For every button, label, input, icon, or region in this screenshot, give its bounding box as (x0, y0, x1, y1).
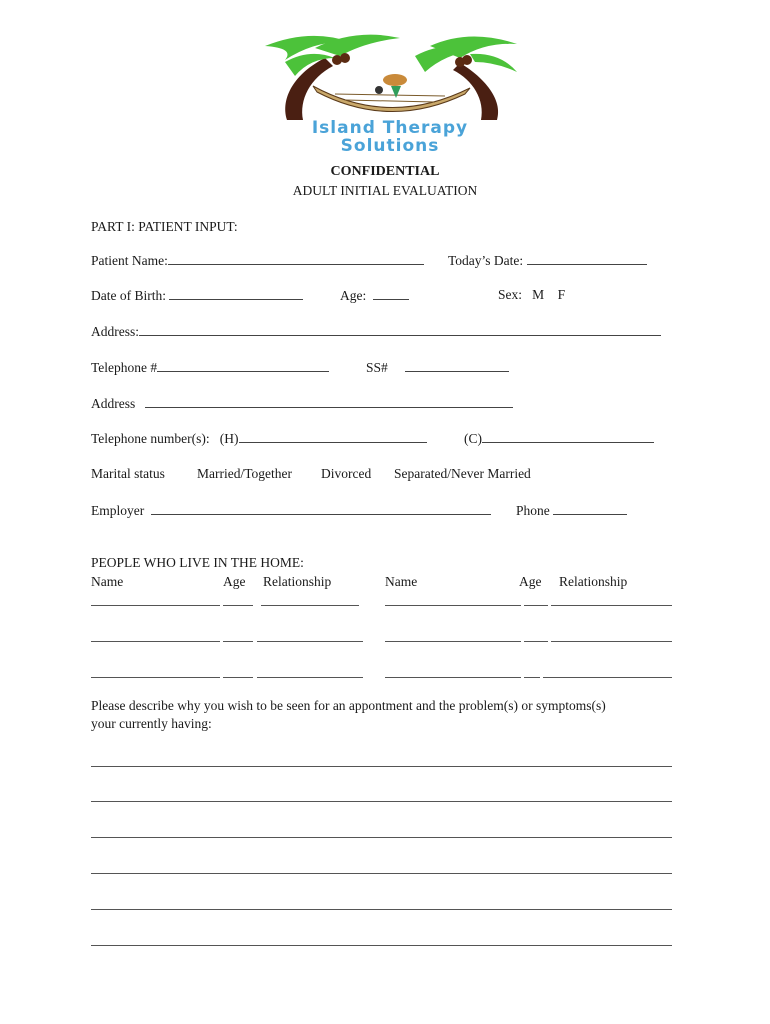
cell-phone-label: (C) (464, 431, 482, 446)
household-col-relationship-right: Relationship (559, 574, 628, 589)
sex-option-m[interactable]: M (532, 287, 545, 302)
sex-label: Sex: (498, 287, 523, 302)
ss-label: SS# (366, 360, 388, 375)
marital-option-separated[interactable]: Separated/Never Married (394, 466, 531, 481)
marital-option-married[interactable]: Married/Together (197, 466, 293, 481)
household-relationship-field[interactable] (257, 677, 363, 678)
employer-label: Employer (91, 503, 145, 518)
form-subtitle: ADULT INITIAL EVALUATION (292, 183, 478, 198)
household-name-field[interactable] (91, 677, 220, 678)
home-phone-field[interactable] (239, 430, 427, 443)
cell-phone-field[interactable] (482, 430, 654, 443)
household-name-field[interactable] (91, 641, 220, 642)
todays-date-row (448, 252, 647, 269)
household-col-name-right: Name (385, 574, 418, 589)
household-relationship-field[interactable] (261, 605, 359, 606)
ss-field[interactable] (405, 359, 509, 372)
palm-tree-hammock-icon (255, 28, 525, 128)
address2-row (91, 395, 513, 412)
household-col-name-left: Name (91, 574, 124, 589)
household-age-field[interactable] (223, 677, 253, 678)
household-name-field[interactable] (385, 677, 521, 678)
problem-answer-line[interactable] (91, 837, 672, 838)
address-field[interactable] (139, 323, 661, 336)
dob-row (91, 287, 303, 304)
household-relationship-field[interactable] (551, 605, 672, 606)
problem-answer-line[interactable] (91, 873, 672, 874)
patient-name-field[interactable] (168, 252, 424, 265)
problem-prompt-line1: Please describe why you wish to be seen for an appontment and the problem(s) or symptoms(s) (91, 698, 606, 713)
sex-row (498, 287, 565, 303)
dob-field[interactable] (169, 287, 303, 300)
household-age-field[interactable] (524, 605, 548, 606)
household-age-field[interactable] (524, 677, 540, 678)
marital-option-divorced[interactable]: Divorced (321, 466, 372, 481)
household-name-field[interactable] (91, 605, 220, 606)
age-label: Age: (340, 288, 367, 303)
household-age-field[interactable] (524, 641, 548, 642)
part1-heading: PART I: PATIENT INPUT: (91, 219, 238, 234)
todays-date-label: Today’s Date: (448, 253, 524, 268)
cell-phone-row (464, 430, 654, 447)
telephone-field[interactable] (157, 359, 329, 372)
employer-field[interactable] (151, 502, 491, 515)
problem-answer-line[interactable] (91, 945, 672, 946)
problem-answer-line[interactable] (91, 801, 672, 802)
patient-name-label: Patient Name: (91, 253, 168, 268)
telephone-label: Telephone # (91, 360, 158, 375)
household-relationship-field[interactable] (257, 641, 363, 642)
telephone-row (91, 359, 329, 376)
address-label: Address: (91, 324, 139, 339)
address2-field[interactable] (145, 395, 513, 408)
household-age-field[interactable] (223, 605, 253, 606)
address-row (91, 323, 661, 340)
company-logo (255, 28, 525, 158)
todays-date-field[interactable] (527, 252, 647, 265)
problem-prompt-line2: your currently having: (91, 716, 212, 731)
employer-phone-field[interactable] (553, 502, 627, 515)
household-relationship-field[interactable] (543, 677, 672, 678)
ss-row (366, 359, 509, 376)
household-col-age-right: Age (519, 574, 542, 589)
marital-label: Marital status (91, 466, 165, 481)
telephone-numbers-label: Telephone number(s): (91, 431, 210, 446)
household-age-field[interactable] (223, 641, 253, 642)
employer-phone-row (516, 502, 627, 519)
employer-row (91, 502, 491, 519)
home-phone-label: (H) (219, 431, 239, 446)
dob-label: Date of Birth: (91, 288, 166, 303)
sex-option-f[interactable]: F (557, 287, 566, 302)
household-name-field[interactable] (385, 605, 521, 606)
patient-name-row (91, 252, 424, 269)
age-row (340, 287, 409, 304)
household-heading: PEOPLE WHO LIVE IN THE HOME: (91, 555, 304, 570)
age-field[interactable] (373, 287, 409, 300)
telephone-numbers-row (91, 430, 427, 447)
confidential-heading: CONFIDENTIAL (330, 164, 440, 179)
employer-phone-label: Phone (516, 503, 550, 518)
household-col-age-left: Age (223, 574, 246, 589)
household-col-relationship-left: Relationship (263, 574, 332, 589)
logo-text-line2: Solutions (340, 136, 440, 156)
household-name-field[interactable] (385, 641, 521, 642)
household-relationship-field[interactable] (551, 641, 672, 642)
logo-text-line1: Island Therapy (311, 118, 469, 138)
problem-answer-line[interactable] (91, 909, 672, 910)
problem-answer-line[interactable] (91, 766, 672, 767)
address2-label: Address (91, 396, 136, 411)
